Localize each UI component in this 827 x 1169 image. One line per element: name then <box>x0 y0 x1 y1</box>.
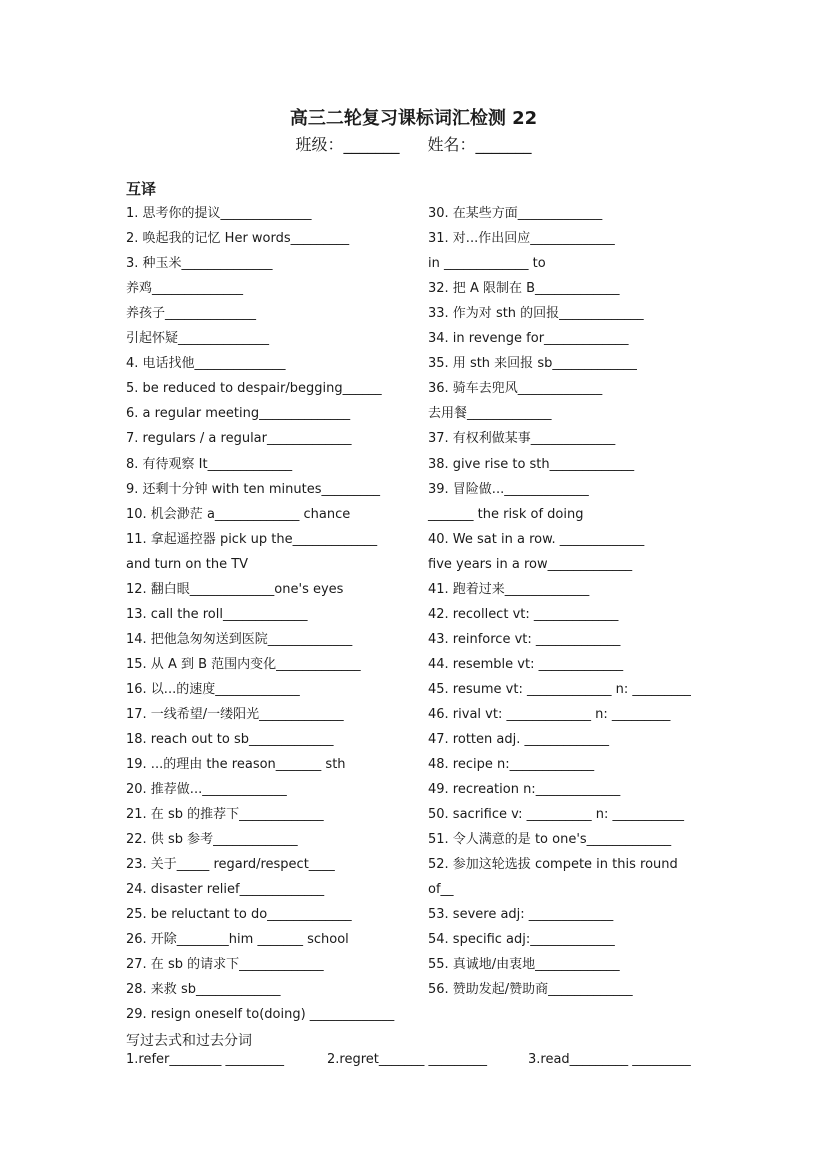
vocab-item: 11. 拿起遥控器 pick up the_____________ <box>126 532 378 547</box>
vocab-item: 41. 跑着过来_____________ <box>428 582 590 597</box>
vocab-item: 48. recipe n:_____________ <box>428 757 595 772</box>
vocab-item: of__ <box>428 882 454 897</box>
vocab-item: 10. 机会渺茫 a_____________ chance <box>126 507 351 522</box>
vocab-item: 1. 思考你的提议______________ <box>126 206 312 221</box>
vocab-item: 23. 关于_____ regard/respect____ <box>126 857 335 872</box>
verb-item: 3.read_________ _________ <box>528 1052 691 1067</box>
vocab-item: 去用餐_____________ <box>428 406 552 421</box>
vocab-item: 7. regulars / a regular_____________ <box>126 431 352 446</box>
vocab-item: 15. 从 A 到 B 范围内变化_____________ <box>126 657 361 672</box>
vocab-item: 32. 把 A 限制在 B_____________ <box>428 281 620 296</box>
vocab-item: in _____________ to <box>428 256 546 271</box>
vocab-item: 18. reach out to sb_____________ <box>126 732 334 747</box>
vocab-item: 24. disaster relief_____________ <box>126 882 325 897</box>
vocab-item: 养孩子______________ <box>126 306 257 321</box>
vocab-item: 17. 一线希望/一缕阳光_____________ <box>126 707 344 722</box>
vocab-item: 37. 有权利做某事_____________ <box>428 431 616 446</box>
vocab-item: 8. 有待观察 It_____________ <box>126 457 293 472</box>
vocab-item: 47. rotten adj. _____________ <box>428 732 609 747</box>
vocab-item: 56. 赞助发起/赞助商_____________ <box>428 982 633 997</box>
vocab-item: 50. sacrifice v: __________ n: ___________ <box>428 807 684 822</box>
vocab-item: 30. 在某些方面_____________ <box>428 206 603 221</box>
vocab-item: 16. 以...的速度_____________ <box>126 682 300 697</box>
vocab-item: 2. 唤起我的记忆 Her words_________ <box>126 231 350 246</box>
vocab-item: 34. in revenge for_____________ <box>428 331 629 346</box>
vocab-item: 引起怀疑______________ <box>126 331 270 346</box>
vocab-item: 6. a regular meeting______________ <box>126 406 351 421</box>
vocab-item: 4. 电话找他______________ <box>126 356 286 371</box>
class-name-line <box>0 132 827 155</box>
verb-item: 1.refer________ _________ <box>126 1052 285 1067</box>
vocab-item: 5. be reduced to despair/begging______ <box>126 381 382 396</box>
vocab-item: and turn on the TV <box>126 557 249 572</box>
vocab-item: 26. 开除________him _______ school <box>126 932 349 947</box>
vocab-item: 21. 在 sb 的推荐下_____________ <box>126 807 324 822</box>
vocab-item: 25. be reluctant to do_____________ <box>126 907 352 922</box>
vocab-item: 45. resume vt: _____________ n: _________ <box>428 682 691 697</box>
vocab-item: 52. 参加这轮选拔 compete in this round <box>428 857 678 872</box>
vocab-item: 14. 把他急匆匆送到医院_____________ <box>126 632 353 647</box>
vocab-item: 46. rival vt: _____________ n: _________ <box>428 707 671 722</box>
vocab-item: 55. 真诚地/由衷地_____________ <box>428 957 620 972</box>
vocab-item: 35. 用 sth 来回报 sb_____________ <box>428 356 637 371</box>
verb-item: 2.regret_______ _________ <box>327 1052 487 1067</box>
vocab-item: 42. recollect vt: _____________ <box>428 607 619 622</box>
vocab-item: 39. 冒险做..._____________ <box>428 482 589 497</box>
vocab-item: 44. resemble vt: _____________ <box>428 657 624 672</box>
page-title: 高三二轮复习课标词汇检测 22 <box>289 108 538 129</box>
vocab-item: 27. 在 sb 的请求下_____________ <box>126 957 324 972</box>
vocab-item: 22. 供 sb 参考_____________ <box>126 832 298 847</box>
vocab-item: five years in a row_____________ <box>428 557 633 572</box>
vocab-item: 54. specific adj:_____________ <box>428 932 615 947</box>
class-label: 班级：_______ <box>295 135 400 154</box>
vocab-item: 养鸡______________ <box>126 281 244 296</box>
vocab-item: 36. 骑车去兜风_____________ <box>428 381 603 396</box>
vocab-item: 43. reinforce vt: _____________ <box>428 632 621 647</box>
vocab-item: 20. 推荐做..._____________ <box>126 782 287 797</box>
vocab-item: 3. 种玉米______________ <box>126 256 273 271</box>
vocab-item: 29. resign oneself to(doing) _____________ <box>126 1007 395 1022</box>
vocab-item: 28. 来救 sb_____________ <box>126 982 281 997</box>
vocab-item: 13. call the roll_____________ <box>126 607 308 622</box>
vocab-item: 38. give rise to sth_____________ <box>428 457 635 472</box>
section-title: 互译 <box>126 180 157 198</box>
vocab-item: 33. 作为对 sth 的回报_____________ <box>428 306 644 321</box>
vocab-item: 31. 对...作出回应_____________ <box>428 231 615 246</box>
vocab-item: 51. 令人满意的是 to one's_____________ <box>428 832 672 847</box>
vocab-item: 40. We sat in a row. _____________ <box>428 532 645 547</box>
vocab-item: 19. ...的理由 the reason_______ sth <box>126 757 346 772</box>
past-tense-heading: 写过去式和过去分词 <box>126 1033 252 1049</box>
vocab-item: 9. 还剩十分钟 with ten minutes_________ <box>126 482 380 497</box>
vocab-item: 49. recreation n:_____________ <box>428 782 621 797</box>
vocab-item: _______ the risk of doing <box>428 507 584 522</box>
vocab-item: 53. severe adj: _____________ <box>428 907 614 922</box>
vocab-item: 12. 翻白眼_____________one's eyes <box>126 582 344 597</box>
name-label: 姓名：_______ <box>427 135 532 154</box>
